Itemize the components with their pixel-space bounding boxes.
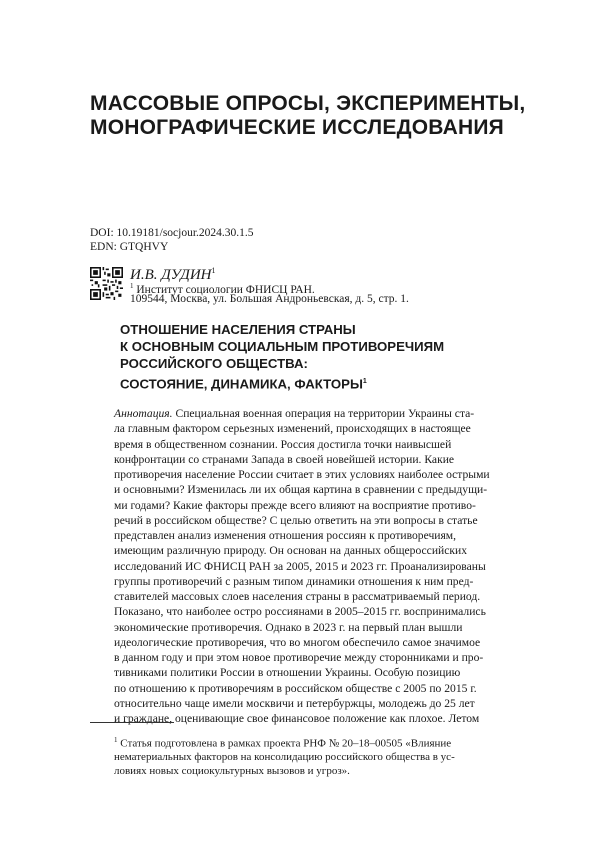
abstract-line: относительно чаще имели москвичи и петербуржцы, молодежь до 25 лет [114,696,475,710]
author-institution: $^1$ Институт социологии ФНИСЦ РАН. [130,282,315,296]
section-title-line-1: МАССОВЫЕ ОПРОСЫ, ЭКСПЕРИМЕНТЫ, [90,92,526,115]
section-title-line-2: МОНОГРАФИЧЕСКИЕ ИССЛЕДОВАНИЯ [90,116,504,139]
qr-code-icon [90,267,123,300]
footnote-line: нематериальных факторов на консолидацию российского общества в ус- [114,751,455,764]
article-title-line-2: К ОСНОВНЫМ СОЦИАЛЬНЫМ ПРОТИВОРЕЧИЯМ [120,339,445,355]
abstract-line: ставителей массовых слоев населения страны в рассматриваемый период. [114,590,481,603]
abstract-line: время в общественном сознании. Россия достигла точки наивысшей [114,437,452,451]
article-title [120,321,520,392]
footnote-line: $^1$ Статья подготовлена в рамках проекта РНФ № 20–18–00505 «Влияние [114,736,452,750]
abstract-line: и граждане, оценивающие свое финансовое положение как плохое. Летом [114,712,480,725]
abstract-line: тивниками политики России в отношении Украины. Особую позицию [114,666,461,680]
abstract-line: группы противоречий с разным типом динамики отношения к ним пред- [114,574,474,588]
abstract-line: представлен анализ изменения отношения россиян к противоречиям, [114,529,457,542]
abstract-line: исследований ИС ФНИСЦ РАН за 2005, 2015 и 2023 гг. Проанализированы [114,559,486,573]
abstract-line: и основными? Изменилась ли их общая картина в сравнении с предыдущи- [114,483,488,497]
abstract-line: ла главным фактором серьезных изменений, происходящих в настоящее [114,422,471,436]
article-title-line-1: ОТНОШЕНИЕ НАСЕЛЕНИЯ СТРАНЫ [120,322,356,337]
abstract-line: экономические противоречия. Однако в 2023 г. на первый план вышли [114,620,463,634]
abstract-label: Аннотация. [114,407,173,420]
footnote-divider [90,722,174,723]
footnote-line: ловиях новых социокультурных вызовов и угроз». [114,764,350,777]
abstract-line: по отношению к противоречиям в российском обществе с 2005 по 2015 г. [114,681,477,695]
article-title-line-3: РОССИЙСКОГО ОБЩЕСТВА: [120,356,308,372]
author-name: И.В. ДУДИН$^1$ [130,266,216,283]
abstract-line: конфронтации со странами Запада в своей новейшей истории. Какие [114,452,455,466]
abstract-line: в данном году и при этом новое противоречие между сторонниками и про- [114,651,484,664]
edn: EDN: GTQHVY [90,241,169,253]
article-title-line-4: СОСТОЯНИЕ, ДИНАМИКА, ФАКТОРЫ$^1$ [120,376,367,391]
abstract [114,406,500,726]
doi[interactable]: DOI: 10.19181/socjour.2024.30.1.5 [90,227,254,239]
abstract-line: Показано, что наиболее остро россиянами в 2005–2015 гг. воспринимались [114,605,486,619]
abstract-line: Аннотация. Специальная военная операция на территории Украины ста- [114,407,475,420]
abstract-line: противоречия население России считает в этих условиях наиболее острыми [114,468,490,481]
author-address: 109544, Москва, ул. Большая Андроньевская, д. 5, стр. 1. [130,293,409,305]
section-title [90,92,530,140]
abstract-line: имеющим различную природу. Он основан на данных общероссийских [114,544,468,558]
abstract-line: идеологические противоречия, что во многом обеспечило самое значимое [114,635,481,649]
footnote [114,734,504,778]
abstract-line: речий в российском обществе? С целью ответить на эти вопросы в статье [114,513,478,527]
abstract-line: ми годами? Какие факторы прежде всего влияют на восприятие противо- [114,498,476,512]
